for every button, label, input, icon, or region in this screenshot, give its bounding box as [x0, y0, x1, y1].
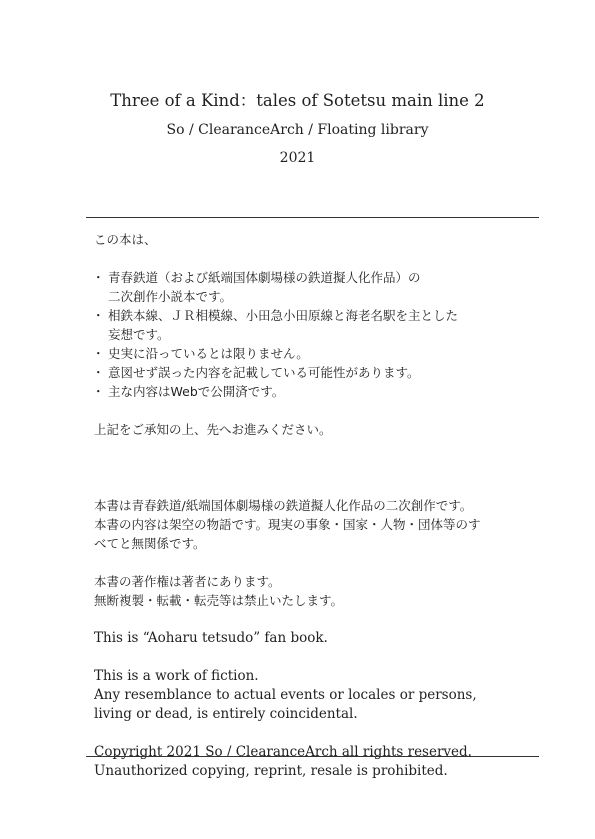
- bullet-line: ・ 青春鉄道（および紙端国体劇場様の鉄道擬人化作品）の: [108, 270, 421, 285]
- reader-notice: [94, 230, 534, 610]
- notice-confirm: 上記をご承知の上、先へお進みください。: [94, 422, 332, 437]
- bullet-line: ・ 史実に沿っているとは限りません。: [108, 346, 309, 361]
- notice-bullet: [94, 382, 534, 401]
- bullet-line: ・ 意図せず誤った内容を記載している可能性があります。: [108, 365, 420, 380]
- bullet-line: ・ 主な内容はWebで公開済です。: [108, 384, 285, 399]
- notice-bullet: [94, 344, 534, 363]
- title-block: [0, 90, 595, 168]
- bullet-line: 二次創作小説本です。: [108, 289, 233, 304]
- disclaimer-jp-line: 本書の内容は架空の物語です。現実の事象・国家・人物・団体等のす: [94, 517, 481, 532]
- top-divider: [86, 217, 539, 218]
- bottom-divider: [86, 756, 539, 757]
- copyright-en-line: Unauthorized copying, reprint, resale is prohibited.: [94, 763, 448, 779]
- notice-bullet: [94, 363, 534, 382]
- publication-year: 2021: [279, 150, 316, 166]
- notice-bullet: [94, 306, 534, 344]
- english-notice: [94, 629, 534, 781]
- bullet-line: 妄想です。: [108, 327, 170, 342]
- disclaimer-jp-line: 本書は青春鉄道/紙端国体劇場様の鉄道擬人化作品の二次創作です。: [94, 498, 473, 513]
- notice-intro: この本は、: [94, 232, 157, 247]
- notice-bullet-list: [94, 268, 534, 401]
- fiction-note: This is a work of fiction.: [94, 668, 259, 684]
- fanbook-note: This is “Aoharu tetsudo” fan book.: [94, 630, 328, 646]
- fiction-note: Any resemblance to actual events or locales or persons,: [94, 687, 477, 703]
- author-line: So / ClearanceArch / Floating library: [166, 122, 429, 138]
- fiction-note: living or dead, is entirely coincidental.: [94, 706, 358, 722]
- disclaimer-jp-line: べてと無関係です。: [94, 536, 206, 551]
- book-title: Three of a Kind：tales of Sotetsu main line 2: [110, 91, 485, 110]
- copyright-jp-line: 無断複製・転載・転売等は禁止いたします。: [94, 593, 344, 608]
- copyright-en-line: Copyright 2021 So / ClearanceArch all rights reserved.: [94, 744, 472, 760]
- copyright-jp-line: 本書の著作権は著者にあります。: [94, 574, 281, 589]
- notice-content: [94, 230, 534, 781]
- bullet-line: ・ 相鉄本線、ＪＲ相模線、小田急小田原線と海老名駅を主とした: [108, 308, 459, 323]
- notice-bullet: [94, 268, 534, 306]
